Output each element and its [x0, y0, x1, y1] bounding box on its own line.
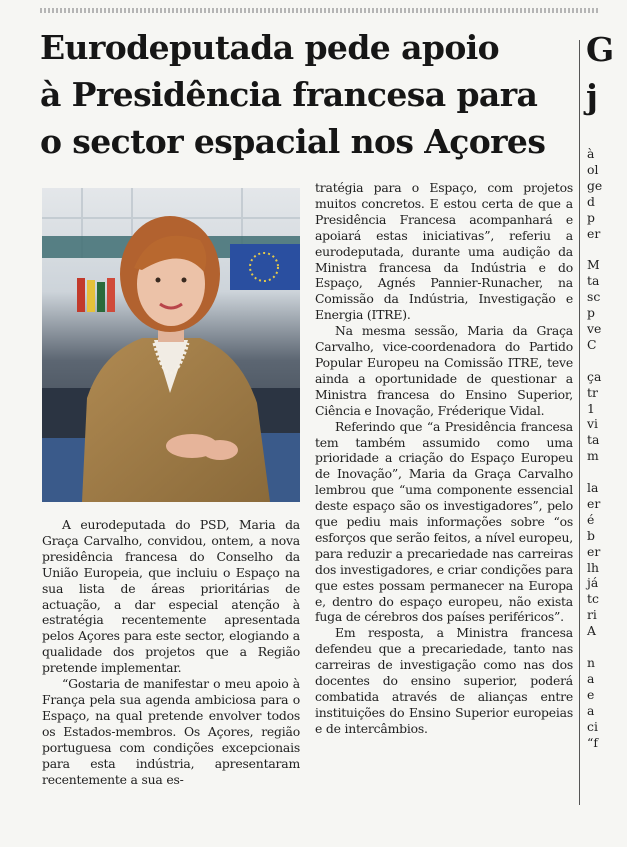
- text-fragment: a: [587, 670, 595, 686]
- text-fragment: “f: [587, 734, 598, 750]
- text-fragment: 1: [587, 400, 595, 416]
- text-fragment: vi: [587, 416, 598, 432]
- text-fragment: [587, 241, 627, 257]
- text-fragment: [587, 464, 627, 480]
- text-fragment: ça: [587, 368, 602, 384]
- paragraph: Na mesma sessão, Maria da Graça Carvalho, vice-coordenadora do Partido Popular Europeu na Comissão ITRE, teve ainda a oportunidade de questionar a Ministra francesa do Ensino Superior, Ciência e Inovação, Fréderique Vidal.: [315, 323, 573, 418]
- text-fragment: [587, 639, 627, 655]
- text-fragment: lh: [587, 559, 599, 575]
- headline-fragment: j: [586, 77, 598, 116]
- text-fragment: ci: [587, 718, 598, 734]
- text-fragment: C: [587, 336, 597, 352]
- paragraph: A eurodeputada do PSD, Maria da Graça Carvalho, convidou, ontem, a nova presidência francesa do Conselho da União Europeia, que incluiu o Espaço na sua lista de áreas prioritárias de actuação, a dar especial atenção à estratégia recentemente apresentada pelos Açores para este sector, elogiando a qualidade dos projetos que a Região pretende implementar.: [42, 517, 300, 676]
- next-article-clipped: [582, 0, 615, 847]
- text-fragment: sc: [587, 289, 601, 305]
- text-fragment: p: [587, 209, 595, 225]
- text-fragment: er: [587, 495, 601, 511]
- text-fragment: d: [587, 193, 595, 209]
- headline-line: Eurodeputada pede apoio: [40, 28, 500, 67]
- text-fragment: er: [587, 225, 601, 241]
- text-fragment: tc: [587, 591, 599, 607]
- article-headline: [40, 24, 572, 165]
- text-fragment: M: [587, 257, 600, 273]
- text-fragment: la: [587, 480, 599, 496]
- text-fragment: à: [587, 146, 595, 161]
- article-column-1: [42, 517, 300, 787]
- text-fragment: p: [587, 305, 595, 321]
- portrait-image: [42, 188, 300, 502]
- text-fragment: ta: [587, 432, 600, 448]
- headline-fragment: G: [586, 30, 615, 69]
- text-fragment: a: [587, 702, 595, 718]
- paragraph: “Gostaria de manifestar o meu apoio à França pela sua agenda ambiciosa para o Espaço, na qual pretende envolver todos os Estados-membros. Os Açores, região portuguesa com condições excepcionais para esta indústria, apresentaram recentemente a sua es-: [42, 676, 300, 787]
- article-column-2: [315, 180, 573, 737]
- text-fragment: er: [587, 543, 601, 559]
- text-fragment: m: [587, 448, 599, 464]
- top-rule: [40, 8, 600, 13]
- text-fragment: b: [587, 527, 595, 543]
- next-article-text: [587, 146, 627, 750]
- text-fragment: n: [587, 655, 595, 670]
- headline-line: à Presidência francesa para: [40, 75, 538, 114]
- text-fragment: já: [587, 575, 599, 591]
- text-fragment: ta: [587, 273, 600, 289]
- paragraph: tratégia para o Espaço, com projetos muitos concretos. E estou certa de que a Presidência Francesa acompanhará e apoiará estas iniciativas”, referiu a eurodeputada, durante uma audição da Ministra francesa da Indústria e do Espaço, Agnés Pannier-Runacher, na Comissão da Indústria, Investigação e Energia (ITRE).: [315, 180, 573, 323]
- text-fragment: é: [587, 511, 595, 527]
- text-fragment: A: [587, 623, 596, 639]
- text-fragment: ge: [587, 177, 603, 193]
- paragraph: Referindo que “a Presidência francesa tem também assumido como uma prioridade a criação do Espaço Europeu de Inovação”, Maria da Graça Carvalho lembrou que “uma componente essencial deste espaço são os investigadores”, pelo que pediu mais informações sobre “os esforços que serão feitos, a nível europeu, para reduzir a precariedade nas carreiras dos investigadores, e criar condições para que estes possam permanecer na Europa e, dentro do espaço europeu, não exista fuga de cérebros dos países periféricos”.: [315, 418, 573, 625]
- text-fragment: e: [587, 686, 595, 702]
- text-fragment: ri: [587, 607, 597, 623]
- headline-line: o sector espacial nos Açores: [40, 122, 546, 161]
- text-fragment: ve: [587, 320, 602, 336]
- column-divider: [579, 40, 580, 805]
- text-fragment: ol: [587, 161, 599, 177]
- text-fragment: tr: [587, 384, 598, 400]
- next-article-headline: [586, 26, 614, 120]
- text-fragment: [587, 353, 627, 369]
- paragraph: Em resposta, a Ministra francesa defendeu que a precariedade, tanto nas carreiras de investigação como nas dos docentes do ensino superior, poderá combatida através de alianças entre instituições do Ensino Superior europeias e de intercâmbios.: [315, 625, 573, 736]
- article-photo: [42, 188, 300, 502]
